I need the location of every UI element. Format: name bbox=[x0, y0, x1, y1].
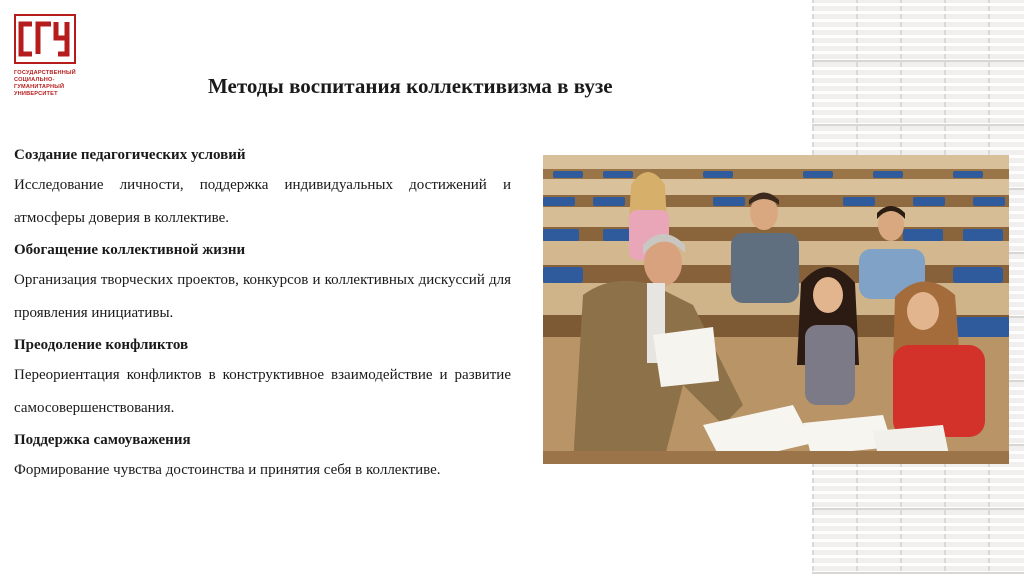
classroom-illustration bbox=[543, 155, 1009, 464]
logo-caption bbox=[14, 70, 94, 98]
section-heading: Преодоление конфликтов bbox=[14, 337, 189, 353]
logo-line: ГУМАНИТАРНЫЙ bbox=[14, 84, 65, 90]
logo-line: ГОСУДАРСТВЕННЫЙ bbox=[14, 70, 76, 76]
section-text: Организация творческих проектов, конкурсов и коллективных дискуссий для проявления инициативы. bbox=[14, 272, 511, 321]
classroom-photo bbox=[543, 155, 1009, 464]
slide-body bbox=[14, 140, 511, 487]
section-heading: Создание педагогических условий bbox=[14, 147, 246, 163]
university-logo bbox=[14, 14, 94, 98]
section-text: Исследование личности, поддержка индивидуальных достижений и атмосферы доверия в коллективе. bbox=[14, 177, 511, 226]
logo-mark-icon bbox=[14, 14, 76, 64]
section-text: Формирование чувства достоинства и принятия себя в коллективе. bbox=[14, 462, 441, 478]
section-heading: Поддержка самоуважения bbox=[14, 432, 191, 448]
slide-title: Методы воспитания коллективизма в вузе bbox=[208, 74, 613, 98]
section-text: Переориентация конфликтов в конструктивное взаимодействие и развитие самосовершенствования. bbox=[14, 367, 511, 416]
section-heading: Обогащение коллективной жизни bbox=[14, 242, 246, 258]
logo-line: СОЦИАЛЬНО- bbox=[14, 77, 55, 83]
logo-line: УНИВЕРСИТЕТ bbox=[14, 91, 58, 97]
